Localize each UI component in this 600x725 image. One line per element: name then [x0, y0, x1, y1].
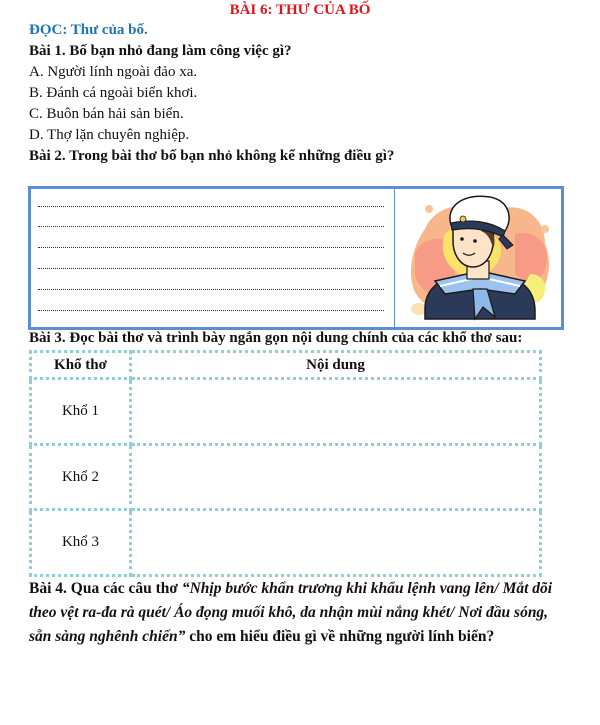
bai1-option-b: B. Đánh cá ngoài biển khơi. [29, 85, 198, 101]
stanza-cell: Khổ 2 [31, 444, 131, 510]
bai1-option-c: C. Buôn bán hải sản biển. [29, 106, 184, 122]
table-row [31, 379, 541, 445]
table-row [31, 444, 541, 510]
content-cell[interactable] [131, 510, 541, 576]
bai2-question: Bài 2. Trong bài thơ bố bạn nhỏ không kể những điều gì? [29, 148, 395, 164]
stanza-table [29, 350, 542, 577]
bai4-suffix: cho em hiểu điều gì về những người lính biển? [185, 628, 495, 645]
answer-lines-area[interactable] [31, 189, 395, 327]
answer-line[interactable] [38, 289, 384, 290]
answer-line[interactable] [38, 268, 384, 269]
table-row [31, 510, 541, 576]
bai4-prefix: Bài 4. Qua các câu thơ [29, 580, 182, 597]
bai2-answer-box [28, 186, 564, 330]
content-cell[interactable] [131, 379, 541, 445]
table-header-row [31, 352, 541, 379]
bai4-question [29, 577, 559, 649]
answer-line[interactable] [38, 310, 384, 311]
content-cell[interactable] [131, 444, 541, 510]
reading-label: ĐỌC: Thư của bố. [29, 22, 148, 38]
answer-line[interactable] [38, 206, 384, 207]
bai1-option-d: D. Thợ lặn chuyên nghiệp. [29, 127, 190, 143]
header-content: Nội dung [131, 352, 541, 379]
sailor-icon [395, 189, 561, 327]
stanza-cell: Khổ 1 [31, 379, 131, 445]
bai1-option-a: A. Người lính ngoài đảo xa. [29, 64, 198, 80]
header-stanza: Khổ thơ [31, 352, 131, 379]
stanza-cell: Khổ 3 [31, 510, 131, 576]
bai1-question: Bài 1. Bố bạn nhỏ đang làm công việc gì? [29, 43, 292, 59]
bai3-question: Bài 3. Đọc bài thơ và trình bày ngắn gọn nội dung chính của các khổ thơ sau: [29, 330, 523, 346]
bai4-quote: “Nhịp bước khẩn trương khi khẩu lệnh vang lên/ Mắt dõi theo vệt ra-đa rà quét/ Áo đọng muối khô, da nhận mùi nắng khét/ Nơi đầu sóng, sẵn sàng nghênh chiến” [29, 580, 553, 645]
lesson-title: BÀI 6: THƯ CỦA BỐ [229, 2, 371, 18]
answer-line[interactable] [38, 226, 384, 227]
sailor-illustration [395, 189, 561, 327]
answer-line[interactable] [38, 247, 384, 248]
